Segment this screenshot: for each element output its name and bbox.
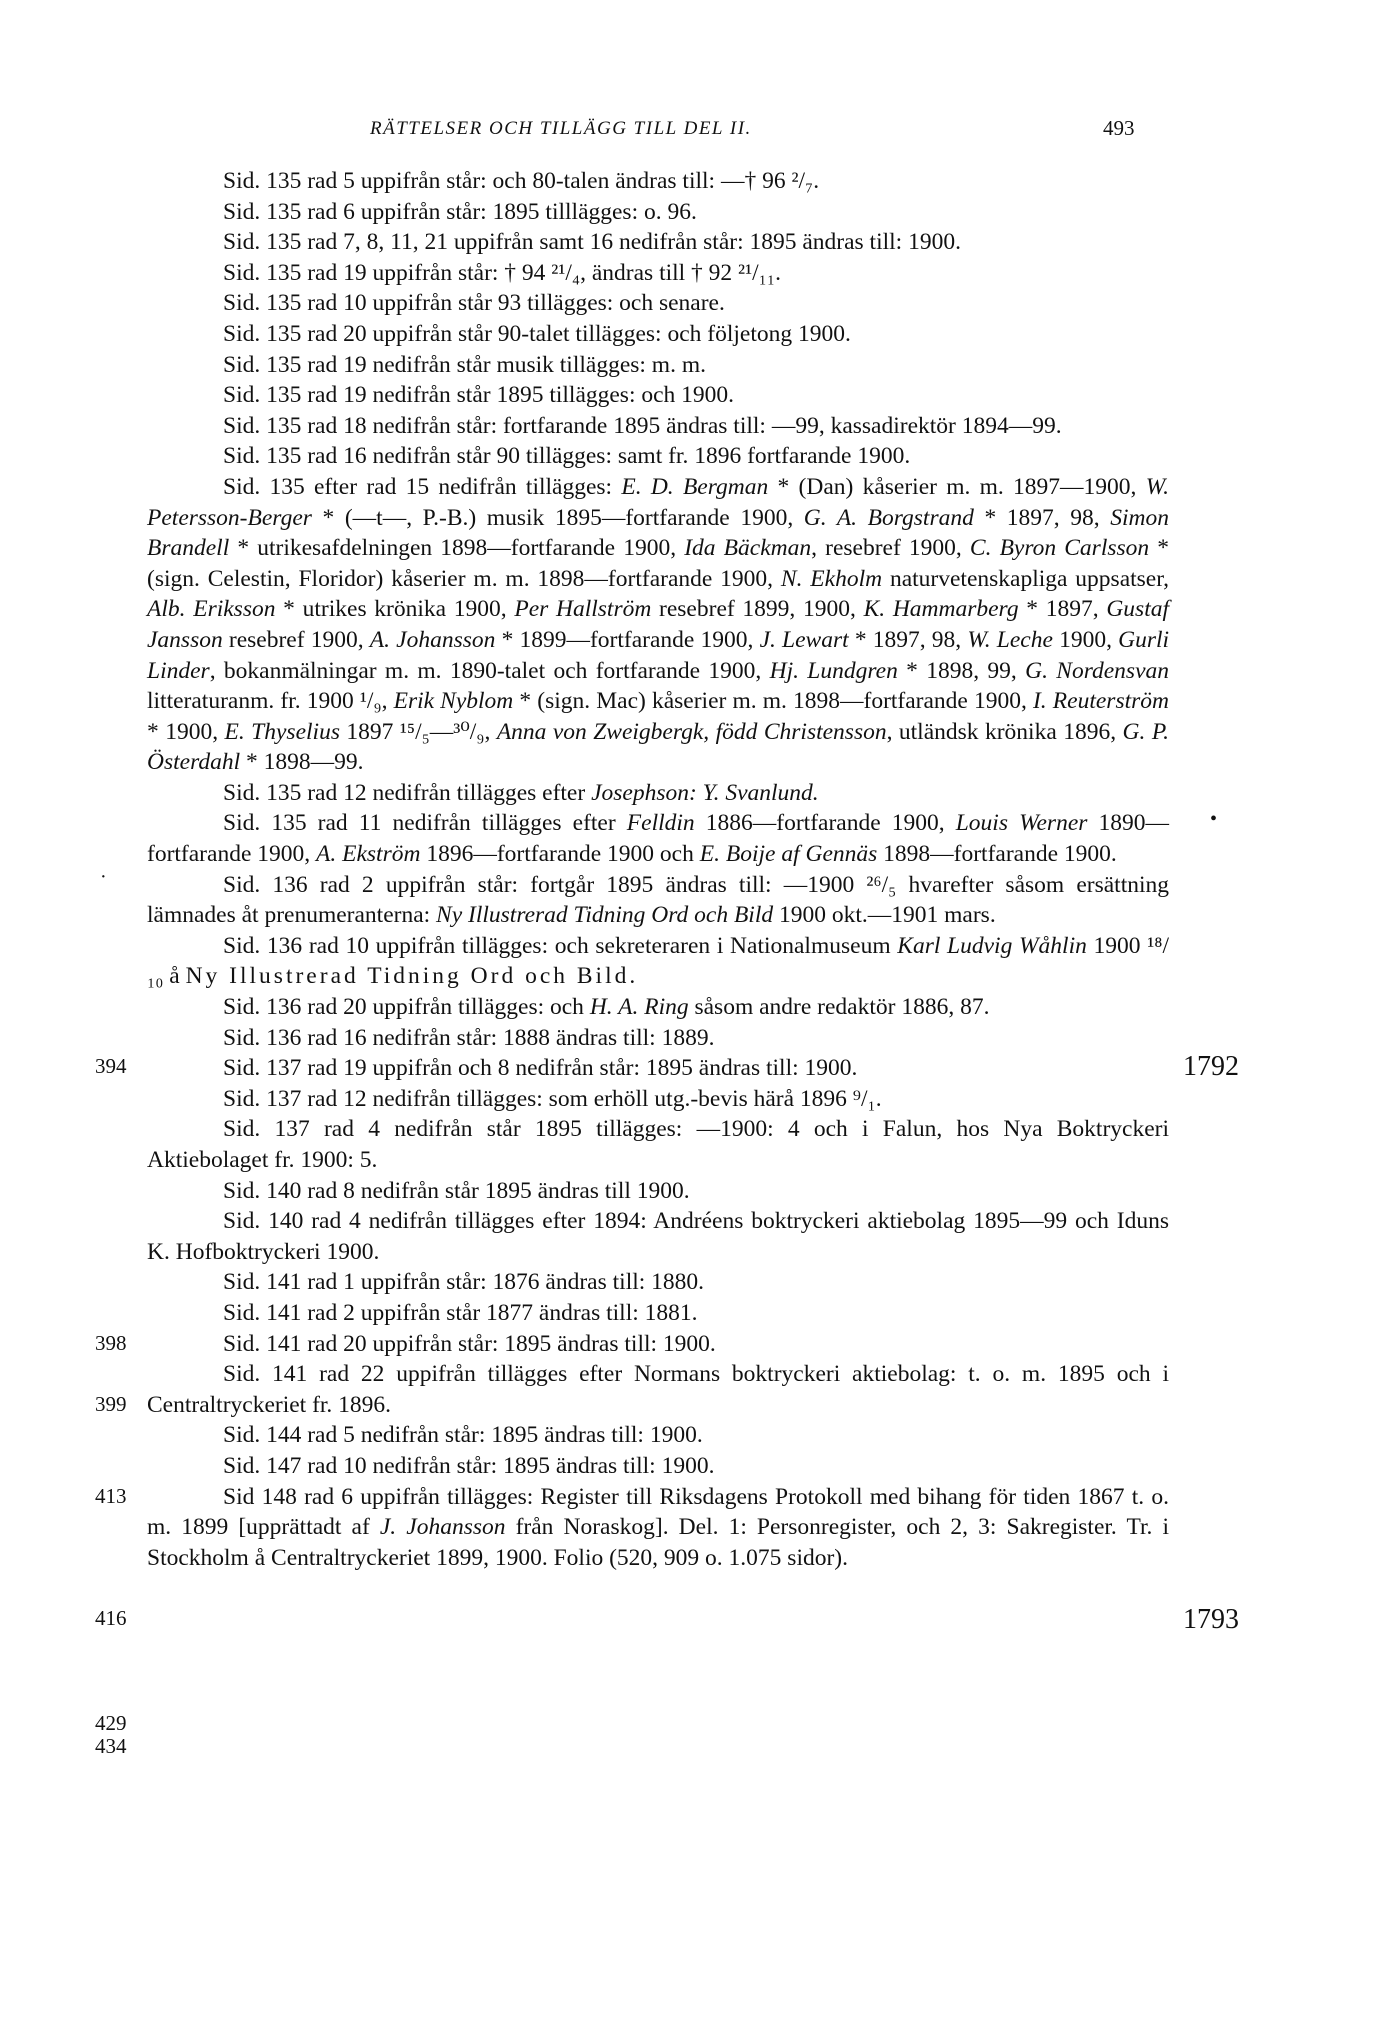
entry: Sid. 141 rad 20 uppifrån står: 1895 ändras till: 1900. [223,1330,716,1357]
person-name: Ida Bäckman [684,535,812,562]
person-name: Per Hallström [514,596,652,623]
entry-text: * utrikesafdelningen 1898—fortfarande 1900, [229,535,685,562]
entry-text: 1890—fortfarande 1900, [147,810,1170,868]
entry-text: * 1898—99. [240,749,364,776]
entry-text: * 1899—fortfarande 1900, [495,626,760,653]
person-name: E. Boije af Gennäs [699,841,878,868]
margin-number: 434 [95,1734,127,1758]
entry: Sid. 135 rad 16 nedifrån står 90 tillägges: samt fr. 1896 fortfarande 1900. [223,443,911,470]
entry: Sid. 135 rad 18 nedifrån står: fortfarande 1895 ändras till: —99, kassadirektör 1894—99. [223,412,1062,439]
margin-number: 1793 [1183,1604,1239,1635]
entry: Sid. 137 rad 4 nedifrån står 1895 tillägges: —1900: 4 och i Falun, hos Nya Boktryckeri Aktiebolaget fr. 1900: 5. [147,1116,1169,1173]
entry: Sid. 137 rad 12 nedifrån tillägges: som erhöll utg.-bevis härå 1896 ⁹/₁. [223,1085,882,1112]
person-name: A. Johansson [369,626,496,653]
margin-number: 416 [95,1606,127,1630]
running-title: RÄTTELSER OCH TILLÄGG TILL DEL II. [370,118,752,139]
entry-text: . [629,963,636,990]
entry: Sid. 141 rad 22 uppifrån tillägges efter Normans boktryckeri aktiebolag: t. o. m. 1895 och i Centraltryckeriet fr. 1896. [147,1361,1169,1418]
entry: Sid. 135 rad 20 uppifrån står 90-talet tillägges: och följetong 1900. [223,320,851,347]
entry: Sid. 137 rad 19 uppifrån och 8 nedifrån står: 1895 ändras till: 1900. [223,1055,858,1082]
entry: Sid. 135 rad 7, 8, 11, 21 uppifrån samt 16 nedifrån står: 1895 ändras till: 1900. [223,229,961,256]
person-name: Karl Ludvig Wåhlin [897,932,1087,959]
entry [147,870,1169,931]
person-name: A. Ekström [316,841,421,868]
entry [147,778,1169,809]
entry: Sid. 136 rad 16 nedifrån står: 1888 ändras till: 1889. [223,1024,715,1051]
person-name: G. P. Österdahl [147,718,1170,776]
entry-text: Sid 148 rad 6 uppifrån tillägges: Register till Riksdagens Protokoll med bihang för tiden 1867 t. o. m. 1899 [upprättadt af [147,1483,1169,1541]
person-name: Felldin [626,810,695,837]
entry-text: från Noraskog]. Del. 1: Personregister, och 2, 3: Sakregister. Tr. i Stockholm å Centraltryckeriet 1899, 1900. Folio (520, 909 o. 1.075 sidor). [147,1514,1170,1571]
entry: Sid. 135 rad 19 nedifrån står 1895 tillägges: och 1900. [223,382,735,409]
entry-text: * 1898, 99, [897,657,1026,684]
text-column [147,166,1169,1573]
person-name: Anna von Zweigbergk, född Christensson [496,718,887,745]
entry: Sid. 144 rad 5 nedifrån står: 1895 ändras till: 1900. [223,1422,703,1449]
entry-text: * 1900, [147,718,225,745]
entry-text: * (—t—, P.-B.) musik 1895—fortfarande 1900, [311,504,804,531]
margin-number: 398 [95,1331,127,1355]
entry [147,931,1169,992]
entry [147,992,1169,1023]
entry: Sid. 135 rad 6 uppifrån står: 1895 tilllägges: o. 96. [223,198,697,225]
margin-number: 413 [95,1484,127,1508]
entry-text: Sid. 135 rad 12 nedifrån tillägges efter [223,779,592,806]
entry-text: , bokanmälningar m. m. 1890-talet och fortfarande 1900, [209,657,770,684]
person-name: Hj. Lundgren [769,657,898,684]
entry-text: 1897 ¹⁵/₅—³⁰/₉, [339,718,497,745]
entry-text: litteraturanm. fr. 1900 ¹/₉, [147,688,394,715]
publication-title: Ny Illustrerad Tidning Ord och Bild [185,963,630,990]
person-name: C. Byron Carlsson [969,535,1150,562]
entry-text: 1900 okt.—1901 mars. [773,902,996,929]
page-number: 493 [1103,116,1135,140]
entry-text: 1886—fortfarande 1900, [694,810,956,837]
entry: Sid. 135 rad 10 uppifrån står 93 tillägges: och senare. [223,290,725,317]
entry-text: , resebref 1900, [811,535,970,562]
person-name: Simon Brandell [147,504,1169,562]
person-name: Erik Nyblom [393,688,514,715]
person-name: Josephson: Y. Svanlund. [591,779,819,806]
person-name: E. D. Bergman [621,473,769,500]
entry-text: * 1897, [1018,596,1107,623]
entry-text: 1896—fortfarande 1900 och [420,841,700,868]
person-name: G. A. Borgstrand [803,504,974,531]
entry-text: Sid. 135 rad 11 nedifrån tillägges efter [223,810,627,837]
entry-text: Sid. 135 efter rad 15 nedifrån tillägges: [223,473,622,500]
person-name: Gustaf Jansson [147,596,1170,653]
entry: Sid. 141 rad 1 uppifrån står: 1876 ändras till: 1880. [223,1269,705,1296]
entry-text: naturvetenskapliga uppsatser, [882,565,1170,592]
person-name: I. Reuterström [1032,688,1169,715]
entry-text: 1898—fortfarande 1900. [877,841,1117,868]
entry: Sid. 140 rad 4 nedifrån tillägges efter 1894: Andréens boktryckeri aktiebolag 1895—99 och Iduns K. Hofboktryckeri 1900. [147,1208,1169,1265]
person-name: W. Leche [967,626,1053,653]
entry-text: resebref 1900, [222,626,370,653]
entry-text: * (Dan) kåserier m. m. 1897—1900, [768,473,1146,500]
entry-text: Sid. 136 rad 2 uppifrån står: fortgår 1895 ändras till: —1900 ²⁶/₅ hvarefter såsom ersättning lämnades åt prenumeranterna: [147,871,1169,929]
person-name: N. Ekholm [780,565,883,592]
margin-mark: • [1210,808,1218,830]
entry: Sid. 141 rad 2 uppifrån står 1877 ändras till: 1881. [223,1299,698,1326]
entry: Sid. 140 rad 8 nedifrån står 1895 ändras till 1900. [223,1177,690,1204]
entry: Sid. 135 rad 19 nedifrån står musik tillägges: m. m. [223,351,706,378]
margin-mark: · [100,866,107,888]
entry: Sid. 147 rad 10 nedifrån står: 1895 ändras till: 1900. [223,1452,715,1479]
entry-text: * 1897, 98, [848,626,968,653]
margin-number: 1792 [1183,1051,1239,1082]
entry-text: * (sign. Celestin, Floridor) kåserier m. m. 1898—fortfarande 1900, [147,535,1170,592]
entry-contributors [147,472,1169,778]
entry-text: 1900, [1052,626,1119,653]
entry [147,808,1169,869]
person-name: Gurli Linder [147,626,1170,684]
person-name: G. Nordensvan [1025,657,1170,684]
person-name: J. Lewart [759,626,849,653]
entry-text: * (sign. Mac) kåserier m. m. 1898—fortfarande 1900, [513,688,1033,715]
entry-text: , utländsk krönika 1896, [886,718,1123,745]
entry-text: resebref 1899, 1900, [651,596,864,623]
person-name: H. A. Ring [589,994,689,1021]
person-name: J. Johansson [379,1514,506,1541]
margin-number: 399 [95,1392,127,1416]
person-name: Alb. Eriksson [147,596,276,623]
entry-text: Sid. 136 rad 20 uppifrån tillägges: och [223,994,590,1021]
entry-text: * 1897, 98, [973,504,1111,531]
person-name: Louis Werner [955,810,1088,837]
margin-number: 429 [95,1711,127,1735]
entry-text: * utrikes krönika 1900, [275,596,515,623]
entry-text: Sid. 136 rad 10 uppifrån tillägges: och sekreteraren i Nationalmuseum [223,932,898,959]
margin-number: 394 [95,1054,127,1078]
person-name: E. Thyselius [224,718,340,745]
person-name: K. Hammarberg [863,596,1019,623]
entry-text: 1900 ¹⁸/₁₀ å [147,932,1169,990]
entry [147,1482,1169,1574]
publication-title: Ny Illustrerad Tidning Ord och Bild [436,902,774,929]
person-name: W. Petersson-Berger [147,473,1170,531]
entry: Sid. 135 rad 19 uppifrån står: † 94 ²¹/₄, ändras till † 92 ²¹/₁₁. [223,259,781,286]
entry: Sid. 135 rad 5 uppifrån står: och 80-talen ändras till: —† 96 ²/₇. [223,168,820,194]
entry-text: såsom andre redaktör 1886, 87. [688,994,990,1021]
